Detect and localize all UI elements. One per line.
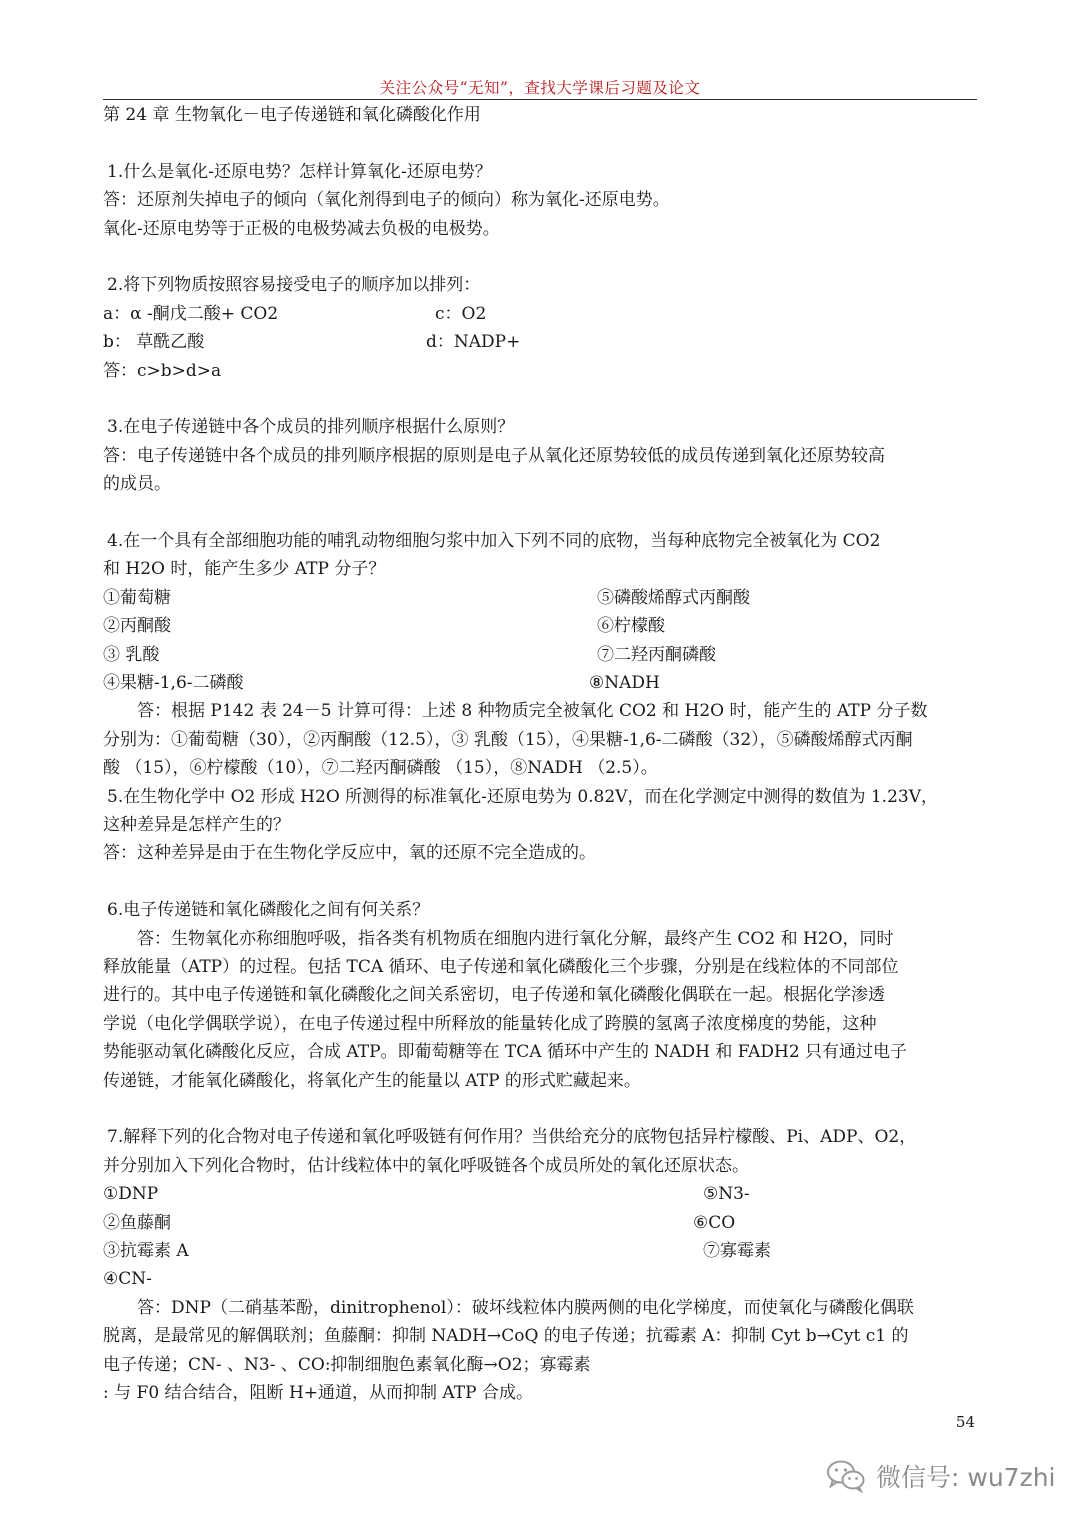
q4-item-right: ⑥柠檬酸 [597, 616, 665, 637]
q6-answer-line: 释放能量（ATP）的过程。包括 TCA 循环、电子传递和氧化磷酸化三个步骤，分别是在线粒体的不同部位 [103, 957, 899, 978]
q7-answer-line: 答：DNP（二硝基苯酚，dinitrophenol）：破坏线粒体内膜两侧的电化学梯度，而使氧化与磷酸化偶联 [137, 1297, 914, 1318]
q1-answer-1: 答：还原剂失掉电子的倾向（氧化剂得到电子的倾向）称为氧化-还原电势。 [103, 190, 670, 211]
q4-question-1: 4.在一个具有全部细胞功能的哺乳动物细胞匀浆中加入下列不同的底物，当每种底物完全被氧化为 CO2 [107, 531, 881, 551]
chapter-title: 第 24 章 生物氧化－电子传递链和氧化磷酸化作用 [103, 105, 481, 125]
header-banner: 关注公众号“无知”，查找大学课后习题及论文 [379, 79, 701, 97]
q7-item-left: ①DNP [103, 1184, 159, 1205]
q4-item-right: ⑧NADH [589, 672, 660, 693]
q7-question-2: 并分别加入下列化合物时，估计线粒体中的氧化呼吸链各个成员所处的氧化还原状态。 [103, 1155, 749, 1176]
q2-option-a: a：α -酮戊二酸+ CO2 [103, 303, 279, 324]
q3-question: 3.在电子传递链中各个成员的排列顺序根据什么原则？ [107, 417, 515, 438]
q7-answer-line: : 与 F0 结合结合，阻断 H+通道，从而抑制 ATP 合成。 [103, 1383, 533, 1404]
q4-answer-1: 答：根据 P142 表 24－5 计算可得：上述 8 种物质完全被氧化 CO2 和 H2O 时，能产生的 ATP 分子数 [137, 701, 928, 722]
q1-question: 1.什么是氧化-还原电势？怎样计算氧化-还原电势？ [107, 161, 492, 182]
q7-item-row [103, 1237, 977, 1265]
q6-question: 6.电子传递链和氧化磷酸化之间有何关系？ [107, 900, 430, 921]
q5-answer: 答：这种差异是由于在生物化学反应中，氧的还原不完全造成的。 [103, 843, 596, 864]
q7-item-left: ②鱼藤酮 [103, 1212, 171, 1233]
q7-question-1: 7.解释下列的化合物对电子传递和氧化呼吸链有何作用？当供给充分的底物包括异柠檬酸、Pi、ADP、O2， [107, 1127, 917, 1148]
q3-answer-1: 答：电子传递链中各个成员的排列顺序根据的原则是电子从氧化还原势较低的成员传递到氧化还原势较高 [103, 445, 885, 466]
q7-item-right: ⑦寡霉素 [703, 1241, 771, 1262]
q7-item-row [103, 1180, 977, 1208]
q2-option-d: d：NADP+ [426, 332, 521, 353]
page-number: 54 [955, 1413, 975, 1431]
q7-item-right: ⑤N3- [703, 1184, 750, 1205]
wechat-watermark [826, 1454, 1055, 1498]
q2-option-c: c：O2 [435, 303, 487, 324]
q2-row-1 [103, 300, 977, 328]
q7-item-left: ④CN- [103, 1269, 152, 1290]
q7-item-row [103, 1265, 977, 1293]
q7-item-row [103, 1209, 977, 1237]
q7-answer-line: 电子传递；CN- 、N3- 、CO:抑制细胞色素氧化酶→O2；寡霉素 [103, 1354, 591, 1375]
q4-item-left: ④果糖-1,6-二磷酸 [103, 672, 244, 693]
q7-answer-line: 脱离，是最常见的解偶联剂；鱼藤酮：抑制 NADH→CoQ 的电子传递；抗霉素 A：抑制 Cyt b→Cyt c1 的 [103, 1326, 909, 1347]
q4-item-left: ①葡萄糖 [103, 587, 171, 608]
document-body [103, 101, 977, 1407]
q7-item-left: ③抗霉素 A [103, 1241, 189, 1262]
q6-answer-line: 学说（电化学偶联学说），在电子传递过程中所释放的能量转化成了跨膜的氢离子浓度梯度的势能，这种 [103, 1013, 877, 1034]
watermark-text: 微信号: wu7zhi [876, 1463, 1056, 1492]
q6-answer-line: 传递链，才能氧化磷酸化，将氧化产生的能量以 ATP 的形式贮藏起来。 [103, 1070, 641, 1091]
q6-answer-line: 答：生物氧化亦称细胞呼吸，指各类有机物质在细胞内进行氧化分解，最终产生 CO2 和 H2O，同时 [137, 928, 894, 949]
header-rule [103, 99, 977, 100]
q4-item-left: ②丙酮酸 [103, 616, 171, 637]
q4-item-right: ⑦二羟丙酮磷酸 [597, 644, 716, 665]
q7-item-right: ⑥CO [693, 1212, 736, 1233]
q1-answer-2: 氧化-还原电势等于正极的电极势减去负极的电极势。 [103, 218, 500, 239]
q6-answer-line: 进行的。其中电子传递链和氧化磷酸化之间关系密切，电子传递和氧化磷酸化偶联在一起。根据化学渗透 [103, 985, 885, 1006]
q2-option-b: b： 草酰乙酸 [103, 332, 205, 353]
q4-question-2: 和 H2O 时，能产生多少 ATP 分子？ [103, 559, 386, 580]
q4-answer-2: 分别为：①葡萄糖（30），②丙酮酸（12.5），③ 乳酸（15），④果糖-1,6-二磷酸（32），⑤磷酸烯醇式丙酮 [103, 729, 913, 750]
q4-item-row [103, 641, 977, 669]
q6-answer-line: 势能驱动氧化磷酸化反应，合成 ATP。即葡萄糖等在 TCA 循环中产生的 NADH 和 FADH2 只有通过电子 [103, 1042, 908, 1063]
q4-item-row [103, 612, 977, 640]
wechat-icon [826, 1459, 866, 1493]
q4-item-row [103, 669, 977, 697]
q2-answer: 答：c>b>d>a [103, 360, 222, 381]
q3-answer-2: 的成员。 [103, 474, 171, 495]
q2-row-2 [103, 328, 977, 356]
q4-item-right: ⑤磷酸烯醇式丙酮酸 [597, 587, 750, 608]
q2-question: 2.将下列物质按照容易接受电子的顺序加以排列： [107, 275, 481, 296]
q5-question-2: 这种差异是怎样产生的？ [103, 815, 290, 835]
q4-item-row [103, 584, 977, 612]
q4-answer-3: 酸 （15），⑥柠檬酸（10），⑦二羟丙酮磷酸 （15），⑧NADH （2.5）。 [103, 758, 658, 779]
q5-question-1: 5.在生物化学中 O2 形成 H2O 所测得的标准氧化-还原电势为 0.82V，而在化学测定中测得的数值为 1.23V， [107, 786, 938, 807]
q4-item-left: ③ 乳酸 [103, 644, 160, 665]
